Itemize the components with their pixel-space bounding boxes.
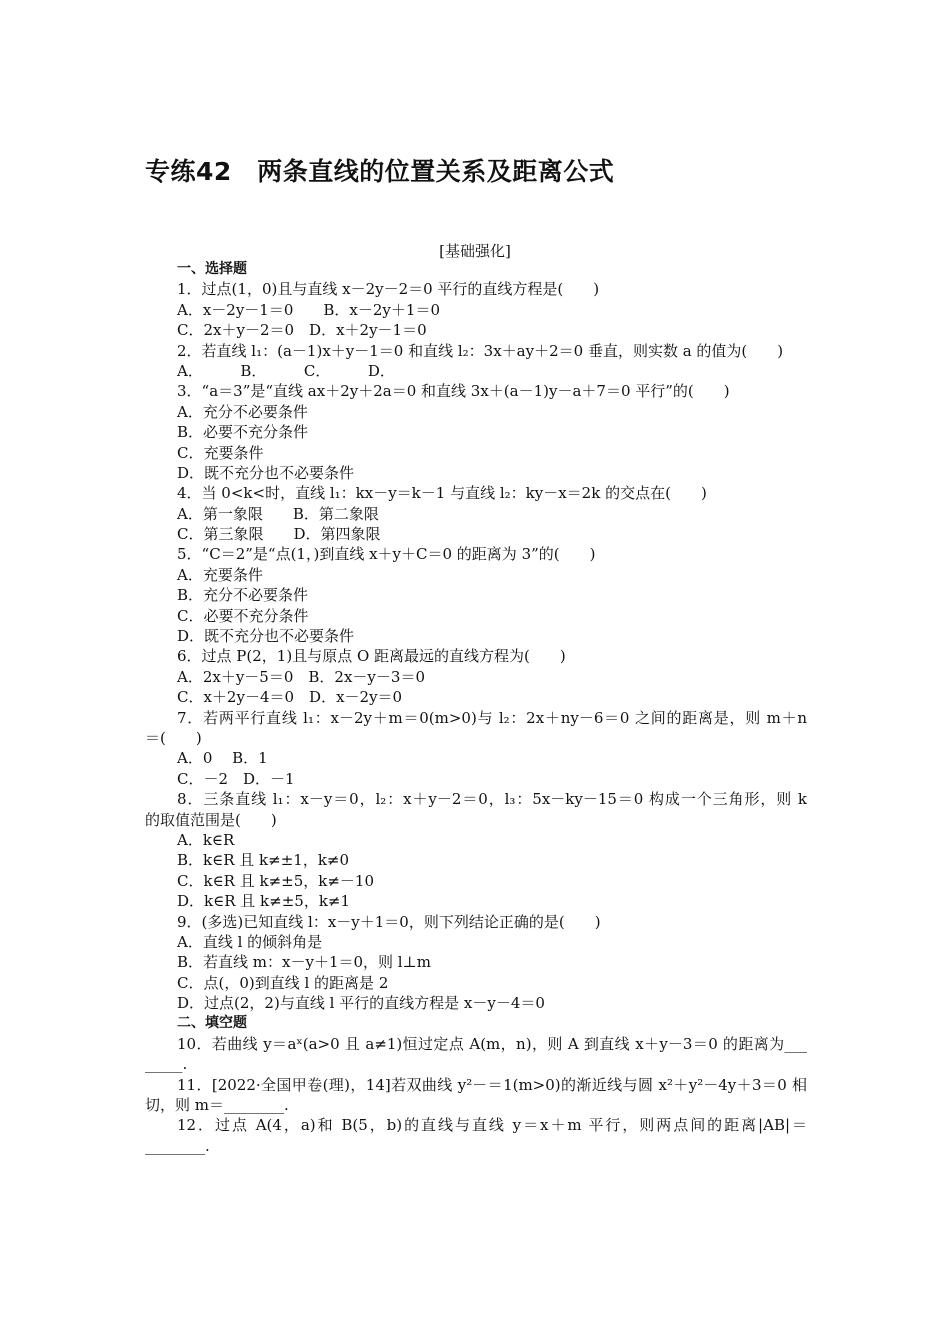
text-line: A．直线 l 的倾斜角是 — [177, 932, 323, 951]
text-line: A．k∈R — [177, 830, 235, 849]
text-line: C．2x＋y－2＝0 D．x＋2y－1＝0 — [177, 321, 427, 340]
text-line: C．点(，0)到直线 l 的距离是 2 — [177, 973, 389, 992]
text-line: B．必要不充分条件 — [177, 423, 309, 442]
text-line: C．必要不充分条件 — [177, 606, 309, 625]
text-line: 切，则 m＝________. — [145, 1096, 289, 1115]
text-line: A．x－2y－1＝0 B．x－2y＋1＝0 — [177, 300, 440, 319]
text-line: B．若直线 m：x－y＋1＝0，则 l⊥m — [177, 953, 431, 972]
text-line: 2．若直线 l₁：(a－1)x＋y－1＝0 和直线 l₂：3x＋ay＋2＝0 垂直，则实数 a 的值为( ) — [177, 341, 784, 360]
text-line: B．k∈R 且 k≠±1，k≠0 — [177, 851, 350, 870]
text-line: D．既不充分也不必要条件 — [177, 627, 355, 646]
text-line: A． B． C． D． — [177, 361, 395, 380]
text-line: A．充分不必要条件 — [177, 402, 308, 421]
text-line: 3．“a＝3”是“直线 ax＋2y＋2a＝0 和直线 3x＋(a－1)y－a＋7＝0 平行”的( ) — [177, 382, 730, 401]
section-heading: 二、填空题 — [177, 1015, 247, 1032]
question-content — [145, 259, 807, 1156]
text-line: A．2x＋y－5＝0 B．2x－y－3＝0 — [177, 667, 425, 686]
page-title: 专练42 两条直线的位置关系及距离公式 — [145, 157, 615, 186]
section-heading: 一、选择题 — [177, 261, 247, 277]
text-line: 6．过点 P(2，1)且与原点 O 距离最远的直线方程为( ) — [177, 647, 566, 666]
text-line: C．x＋2y－4＝0 D．x－2y＝0 — [177, 688, 403, 707]
text-line: D．既不充分也不必要条件 — [177, 463, 355, 482]
text-line: A．充要条件 — [177, 565, 263, 584]
text-line: 10．若曲线 y＝aˣ(a>0 且 a≠1)恒过定点 A(m，n)，则 A 到直线 x＋y－3＝0 的距离为___ — [177, 1034, 807, 1053]
text-line: C．－2 D．－1 — [177, 769, 295, 788]
text-line: A．0 B．1 — [177, 749, 268, 768]
text-line: 5．“C＝2”是“点(1，)到直线 x＋y＋C＝0 的距离为 3”的( ) — [177, 545, 596, 564]
text-line: 4．当 0<k<时，直线 l₁：kx－y＝k－1 与直线 l₂：ky－x＝2k 的交点在( ) — [177, 484, 707, 503]
text-line: C．充要条件 — [177, 443, 264, 462]
text-line: B．充分不必要条件 — [177, 586, 309, 605]
text-line: C．k∈R 且 k≠±5，k≠－10 — [177, 871, 375, 890]
text-line: D．k∈R 且 k≠±5，k≠1 — [177, 892, 351, 911]
text-line: 12．过点 A(4，a)和 B(5，b)的直线与直线 y＝x＋m 平行，则两点间的距离|AB|＝ — [177, 1116, 807, 1135]
text-line: ＝( ) — [145, 728, 202, 747]
text-line: A．第一象限 B．第二象限 — [177, 504, 379, 523]
text-line: 的取值范围是( ) — [145, 810, 277, 829]
text-line: _____. — [145, 1055, 188, 1074]
text-line: ________. — [145, 1136, 210, 1155]
section-label: [基础强化] — [439, 242, 511, 260]
text-line: 8．三条直线 l₁：x－y＝0，l₂：x＋y－2＝0，l₃：5x－ky－15＝0 构成一个三角形，则 k — [177, 790, 807, 809]
text-line: C．第三象限 D．第四象限 — [177, 525, 381, 544]
text-line: 7．若两平行直线 l₁：x－2y＋m＝0(m>0)与 l₂：2x＋ny－6＝0 之间的距离是，则 m＋n — [177, 708, 807, 727]
text-line: 9．(多选)已知直线 l：x－y＋1＝0，则下列结论正确的是( ) — [177, 912, 601, 931]
text-line: D．过点(2，2)与直线 l 平行的直线方程是 x－y－4＝0 — [177, 994, 545, 1013]
text-line: 1．过点(1，0)且与直线 x－2y－2＝0 平行的直线方程是( ) — [177, 280, 600, 299]
text-line: 11．[2022·全国甲卷(理)，14]若双曲线 y²－＝1(m>0)的渐近线与圆 x²＋y²－4y＋3＝0 相 — [177, 1075, 807, 1094]
